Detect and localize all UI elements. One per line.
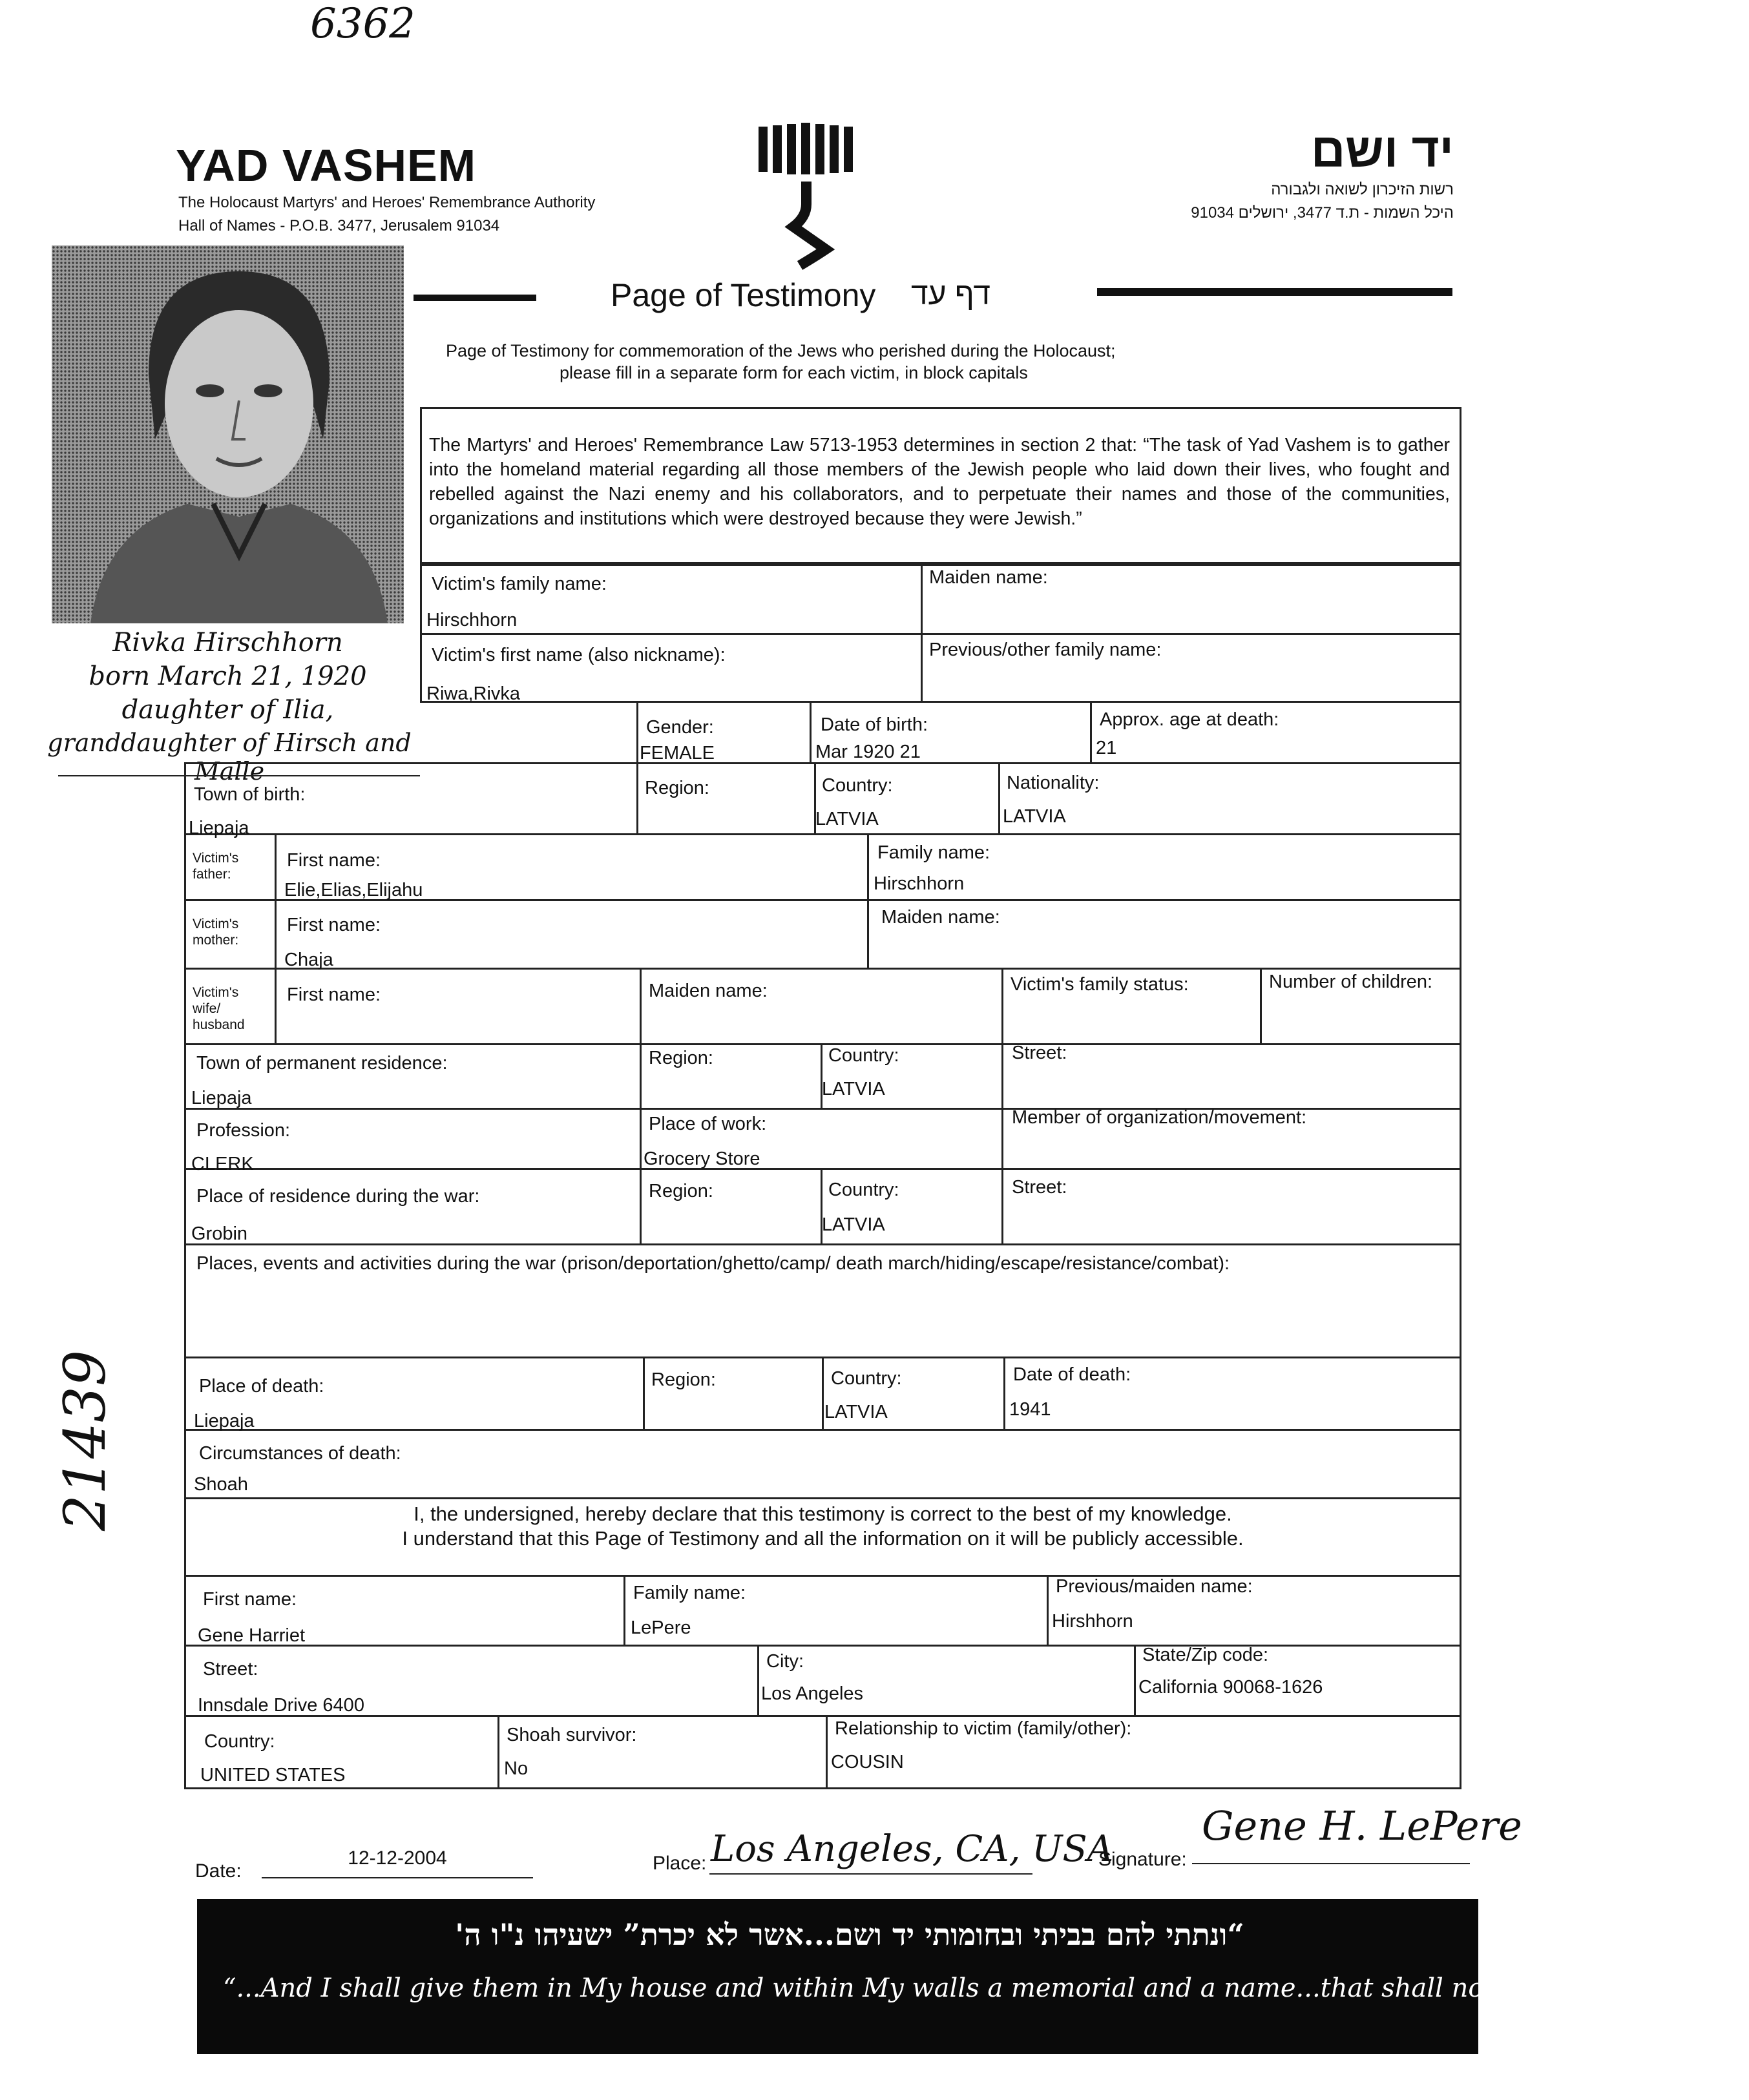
mother-first-value: Chaja bbox=[284, 950, 333, 970]
date-label: Date: bbox=[195, 1860, 242, 1882]
gender-label: Gender: bbox=[646, 717, 714, 738]
heb-org-name: יד ושם bbox=[1310, 123, 1454, 177]
dob-label: Date of birth: bbox=[821, 714, 928, 735]
submitter-prev-value: Hirshhorn bbox=[1052, 1611, 1133, 1632]
divider bbox=[184, 1645, 1461, 1647]
war-residence-label: Place of residence during the war: bbox=[196, 1186, 480, 1207]
footer-english-row bbox=[223, 1973, 1749, 2003]
divider bbox=[1047, 1575, 1049, 1645]
birth-country-value: LATVIA bbox=[815, 809, 879, 829]
profession-value: CLERK bbox=[191, 1154, 254, 1174]
law-text: The Martyrs' and Heroes' Remembrance Law 5713-1953 determines in section 2 that: “The task of Yad Vashem is to gather into the homeland material regarding all those members of the Jewish people who laid down their lives, who fought and rebelled against the Nazi enemy and his collaborators, and to perpetuate their names and those of the communities, organizations and institutions which were destroyed because they were Jewish.” bbox=[429, 435, 1450, 529]
divider bbox=[497, 1715, 499, 1789]
footer-banner bbox=[197, 1899, 1749, 2054]
war-country-label: Country: bbox=[828, 1180, 899, 1200]
death-country-label: Country: bbox=[831, 1368, 902, 1389]
divider bbox=[184, 1575, 1461, 1577]
divider bbox=[184, 1168, 1461, 1170]
family-name-value: Hirschhorn bbox=[426, 610, 518, 630]
birth-country-label: Country: bbox=[822, 775, 893, 796]
family-status-label: Victim's family status: bbox=[1011, 974, 1189, 995]
spouse-first-label: First name: bbox=[287, 984, 381, 1005]
relation-label: Relationship to victim (family/other): bbox=[835, 1718, 1132, 1739]
top-number: 6362 bbox=[310, 0, 415, 48]
page-title-heb: דף עד bbox=[911, 277, 990, 311]
birth-region-label: Region: bbox=[645, 778, 709, 798]
death-date-value: 1941 bbox=[1009, 1399, 1051, 1420]
dob-value: Mar 1920 21 bbox=[815, 742, 921, 762]
father-first-value: Elie,Elias,Elijahu bbox=[284, 880, 423, 900]
footer-hebrew-quote: “ונתתי להם בביתי ובחומותי יד ושם...אשר לא יכרת” ישעיהו נ"ו ה' bbox=[455, 1917, 1244, 1952]
death-date-label: Date of death: bbox=[1013, 1364, 1131, 1385]
place-line bbox=[709, 1873, 1032, 1875]
declaration-line-1: I, the undersigned, hereby declare that this testimony is correct to the best of my knowledge. bbox=[414, 1502, 1232, 1525]
submitter-family-label: Family name: bbox=[633, 1583, 746, 1603]
children-label: Number of children: bbox=[1269, 972, 1433, 992]
divider bbox=[184, 1243, 1461, 1245]
death-place-label: Place of death: bbox=[199, 1376, 324, 1397]
signature-label: Signature: bbox=[1098, 1849, 1187, 1870]
victim-photo bbox=[52, 245, 404, 623]
perm-country-label: Country: bbox=[828, 1045, 899, 1066]
perm-region-label: Region: bbox=[649, 1048, 713, 1068]
divider bbox=[184, 1043, 1461, 1045]
divider bbox=[640, 968, 642, 1043]
submitter-state-value: California 90068-1626 bbox=[1138, 1677, 1323, 1698]
org-name: YAD VASHEM bbox=[176, 140, 477, 191]
town-birth-value: Liepaja bbox=[189, 818, 249, 838]
first-name-label: Victim's first name (also nickname): bbox=[432, 645, 726, 665]
submitter-state-label: State/Zip code: bbox=[1142, 1645, 1269, 1665]
org-subtitle-2: Hall of Names - P.O.B. 3477, Jerusalem 91034 bbox=[178, 217, 500, 234]
submitter-country-value: UNITED STATES bbox=[200, 1765, 346, 1785]
divider bbox=[420, 633, 1461, 635]
war-street-label: Street: bbox=[1012, 1177, 1067, 1198]
gender-dob-block bbox=[636, 701, 1461, 764]
date-line bbox=[262, 1877, 533, 1878]
work-value: Grocery Store bbox=[644, 1149, 760, 1169]
divider bbox=[184, 1429, 1461, 1431]
divider bbox=[1090, 701, 1092, 764]
submitter-city-value: Los Angeles bbox=[761, 1683, 864, 1704]
divider bbox=[275, 833, 277, 1043]
war-events-label: Places, events and activities during the war (prison/deportation/ghetto/camp/ death march/hiding/escape/resistance/combat): bbox=[196, 1253, 1230, 1274]
divider bbox=[867, 833, 869, 968]
submitter-city-label: City: bbox=[766, 1651, 804, 1672]
divider bbox=[1134, 1645, 1136, 1715]
subtitle-1: Page of Testimony for commemoration of the Jews who perished during the Holocaust; bbox=[446, 341, 1116, 360]
perm-street-label: Street: bbox=[1012, 1043, 1067, 1063]
first-name-value: Riwa,Rivka bbox=[426, 683, 521, 704]
death-country-value: LATVIA bbox=[824, 1402, 888, 1422]
divider bbox=[998, 762, 1000, 833]
divider bbox=[1260, 968, 1262, 1043]
subtitle-2: please fill in a separate form for each victim, in block capitals bbox=[560, 363, 1028, 382]
signature-line bbox=[1192, 1863, 1470, 1864]
circumstances-label: Circumstances of death: bbox=[199, 1443, 401, 1464]
divider bbox=[1003, 1357, 1005, 1429]
death-region-label: Region: bbox=[651, 1369, 716, 1390]
divider bbox=[184, 1715, 1461, 1717]
page-title: Page of Testimony bbox=[611, 277, 876, 313]
spouse-maiden-label: Maiden name: bbox=[649, 981, 768, 1001]
war-residence-value: Grobin bbox=[191, 1223, 248, 1244]
footer-english-quote: “...And I shall give them in My house and within My walls a memorial and a name...that shall not be cut off” bbox=[223, 1973, 1640, 2003]
divider bbox=[640, 1043, 642, 1243]
submitter-country-label: Country: bbox=[204, 1731, 275, 1752]
spouse-side-label: Victim's wife/ husband bbox=[193, 985, 245, 1032]
org-subtitle-1: The Holocaust Martyrs' and Heroes' Remembrance Authority bbox=[178, 194, 596, 211]
relation-value: COUSIN bbox=[831, 1752, 904, 1773]
divider bbox=[1001, 1043, 1003, 1243]
caption-line-1: Rivka Hirschhorn bbox=[112, 628, 343, 658]
nationality-value: LATVIA bbox=[1003, 806, 1066, 827]
divider bbox=[636, 762, 638, 833]
mother-side-label: Victim's mother: bbox=[193, 917, 239, 948]
perm-town-value: Liepaja bbox=[191, 1088, 252, 1108]
divider bbox=[623, 1575, 625, 1645]
footer-reference: Isaiah 56:5 bbox=[1651, 1981, 1749, 2001]
place-value: Los Angeles, CA, USA bbox=[711, 1828, 1114, 1870]
date-value: 12-12-2004 bbox=[348, 1847, 447, 1869]
divider bbox=[810, 701, 812, 764]
yad-vashem-logo bbox=[755, 120, 858, 269]
perm-country-value: LATVIA bbox=[822, 1079, 885, 1099]
caption-line-3: daughter of Ilia, bbox=[121, 695, 334, 725]
father-first-label: First name: bbox=[287, 850, 381, 871]
submitter-street-value: Innsdale Drive 6400 bbox=[198, 1695, 364, 1716]
divider bbox=[1001, 968, 1003, 1043]
caption-line-2: born March 21, 1920 bbox=[89, 661, 367, 691]
heb-org-subtitle-1: רשות הזיכרון לשואה ולגבורה bbox=[1271, 181, 1454, 198]
submitter-street-label: Street: bbox=[203, 1659, 258, 1679]
perm-town-label: Town of permanent residence: bbox=[196, 1053, 448, 1074]
title-bar-right bbox=[1097, 288, 1452, 296]
family-name-label: Victim's family name: bbox=[432, 574, 607, 594]
age-label: Approx. age at death: bbox=[1100, 709, 1279, 730]
town-birth-label: Town of birth: bbox=[194, 784, 306, 805]
submitter-family-value: LePere bbox=[631, 1617, 691, 1638]
divider bbox=[826, 1715, 828, 1789]
member-label: Member of organization/movement: bbox=[1012, 1107, 1307, 1128]
mother-maiden-label: Maiden name: bbox=[881, 907, 1000, 928]
nationality-label: Nationality: bbox=[1007, 773, 1100, 793]
father-side-label: Victim's father: bbox=[193, 851, 239, 882]
survivor-label: Shoah survivor: bbox=[507, 1725, 637, 1745]
heb-org-subtitle-2: היכל השמות - ת.ד 3477, ירושלים 91034 bbox=[1191, 204, 1454, 222]
war-region-label: Region: bbox=[649, 1181, 713, 1201]
mother-first-label: First name: bbox=[287, 915, 381, 935]
profession-label: Profession: bbox=[196, 1120, 291, 1141]
divider bbox=[643, 1357, 645, 1429]
maiden-name-label: Maiden name: bbox=[929, 567, 1048, 588]
side-number: 21439 bbox=[52, 1350, 118, 1531]
age-value: 21 bbox=[1096, 738, 1117, 758]
father-family-label: Family name: bbox=[877, 842, 990, 863]
death-place-value: Liepaja bbox=[194, 1411, 255, 1431]
divider bbox=[921, 562, 923, 703]
divider bbox=[184, 833, 1461, 835]
gender-value: FEMALE bbox=[640, 743, 715, 764]
place-label: Place: bbox=[653, 1853, 707, 1874]
work-label: Place of work: bbox=[649, 1114, 767, 1134]
divider bbox=[184, 1497, 1461, 1499]
survivor-value: No bbox=[504, 1758, 529, 1779]
divider bbox=[822, 1357, 824, 1429]
submitter-first-label: First name: bbox=[203, 1589, 297, 1610]
caption-line-4: granddaughter of Hirsch and Malle bbox=[47, 729, 412, 785]
circumstances-value: Shoah bbox=[194, 1474, 248, 1495]
submitter-first-value: Gene Harriet bbox=[198, 1625, 306, 1646]
signature: Gene H. LePere bbox=[1202, 1802, 1522, 1849]
divider bbox=[757, 1645, 759, 1715]
submitter-prev-label: Previous/maiden name: bbox=[1056, 1576, 1253, 1597]
war-country-value: LATVIA bbox=[822, 1214, 885, 1235]
father-family-value: Hirschhorn bbox=[874, 873, 965, 894]
declaration-line-2: I understand that this Page of Testimony and all the information on it will be publicly accessible. bbox=[402, 1527, 1244, 1550]
divider bbox=[184, 968, 1461, 970]
previous-name-label: Previous/other family name: bbox=[929, 639, 1162, 660]
title-bar-left bbox=[414, 295, 536, 301]
